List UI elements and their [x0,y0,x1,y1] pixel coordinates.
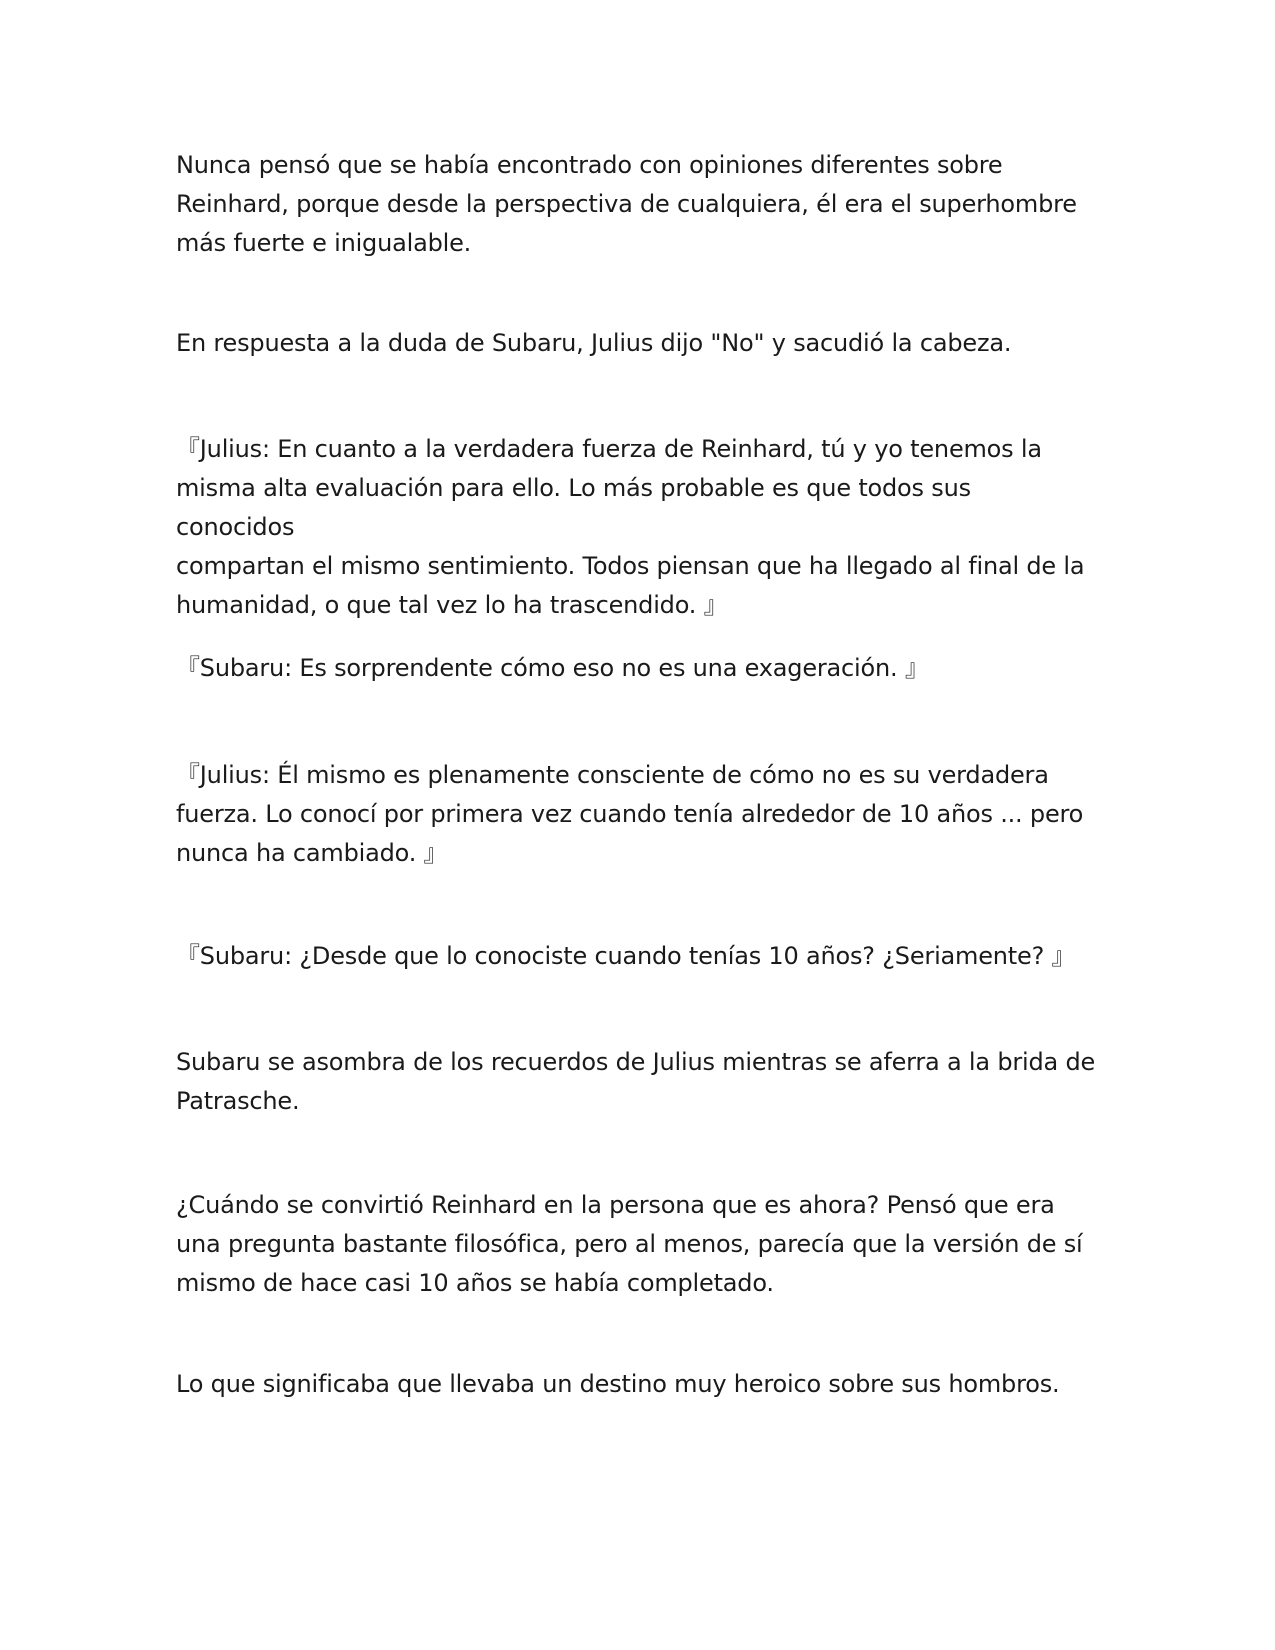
dialogue-subaru-1: 『Subaru: Es sorprendente cómo eso no es una exageración. 』 [176,654,929,682]
paragraph-1: Nunca pensó que se había encontrado con opiniones diferentes sobre Reinhard, porque desde la perspectiva de cualquiera, él era el superhombre más fuerte e inigualable. [176,151,1077,257]
paragraph-4: ¿Cuándo se convirtió Reinhard en la persona que es ahora? Pensó que era una pregunta bastante filosófica, pero al menos, parecía que la versión de sí mismo de hace casi 10 años se había completado. [176,1191,1083,1297]
paragraph-2: En respuesta a la duda de Subaru, Julius dijo "No" y sacudió la cabeza. [176,329,1012,357]
dialogue-subaru-2: 『Subaru: ¿Desde que lo conociste cuando tenías 10 años? ¿Seriamente? 』 [176,942,1076,970]
dialogue-julius-2: 『Julius: Él mismo es plenamente consciente de cómo no es su verdadera fuerza. Lo conocí por primera vez cuando tenía alrededor de 10 años ... pero nunca ha cambiado. 』 [176,761,1084,867]
dialogue-julius-1: 『Julius: En cuanto a la verdadera fuerza de Reinhard, tú y yo tenemos la misma alta evaluación para ello. Lo más probable es que todos sus conocidos compartan el mismo sentimiento. Todos piensan que ha llegado al final de la humanidad, o que tal vez lo ha trascendido. 』 [176,435,1085,619]
paragraph-5: Lo que significaba que llevaba un destino muy heroico sobre sus hombros. [176,1370,1060,1398]
paragraph-3: Subaru se asombra de los recuerdos de Julius mientras se aferra a la brida de Patrasche. [176,1048,1096,1115]
